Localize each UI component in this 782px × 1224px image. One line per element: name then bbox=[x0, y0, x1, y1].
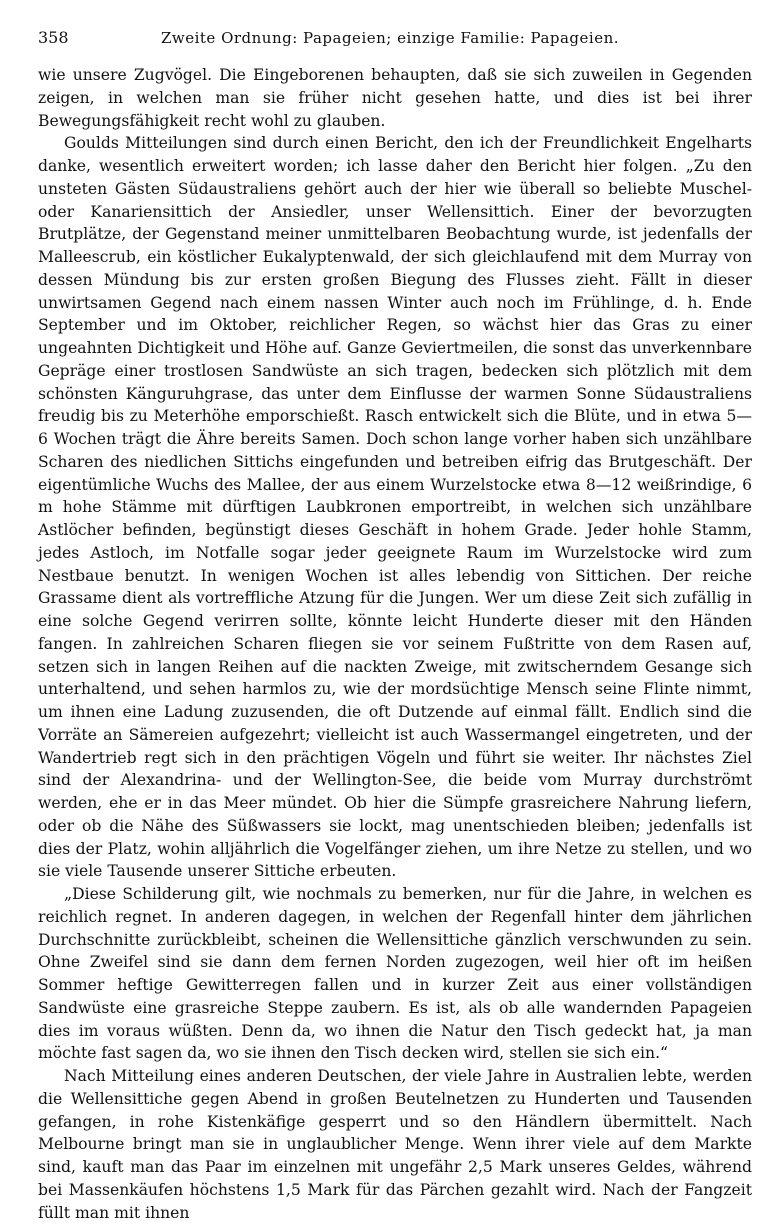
running-header bbox=[38, 28, 752, 64]
paragraph-3: „Diese Schilderung gilt, wie nochmals zu bemerken, nur für die Jahre, in welchen es reichlich regnet. In anderen dagegen, in welchen der Regenfall hinter dem jährlichen Durchschnitte zurückbleibt, scheinen die Wellensittiche gänzlich verschwunden zu sein. Ohne Zweifel sind sie dann dem fernen Norden zugezogen, weil hier oft im heißen Sommer heftige Gewitterregen fallen und in kurzer Zeit aus einer vollständigen Sandwüste eine grasreiche Steppe zaubern. Es ist, als ob alle wandernden Papageien dies im voraus wüßten. Denn da, wo ihnen die Natur den Tisch gedeckt hat, ja man möchte fast sagen da, wo sie ihnen den Tisch decken wird, stellen sie sich ein.“ bbox=[38, 885, 752, 1063]
page-number: 358 bbox=[38, 28, 69, 47]
paragraph-4: Nach Mitteilung eines anderen Deutschen, der viele Jahre in Australien lebte, werden die Wellensittiche gegen Abend in großen Beutelnetzen zu Hunderten und Tausenden gefangen, in rohe Kistenkäfige gesperrt und so den Händlern übermittelt. Nach Melbourne bringt man sie in unglaublicher Menge. Wenn ihrer viele auf dem Markte sind, kauft man das Paar im einzelnen mit ungefähr 2,5 Mark unseres Geldes, während bei Massenkäufen höchstens 1,5 Mark für das Pärchen gezahlt wird. Nach der Fangzeit füllt man mit ihnen bbox=[38, 1067, 752, 1222]
book-page bbox=[38, 28, 752, 1224]
running-title: Zweite Ordnung: Papageien; einzige Familie: Papageien. bbox=[160, 29, 620, 47]
body-text bbox=[38, 64, 752, 1224]
paragraph-2: Goulds Mitteilungen sind durch einen Bericht, den ich der Freundlichkeit Engelharts danke, wesentlich erweitert worden; ich lasse daher den Bericht hier folgen. „Zu den unsteten Gästen Südaustraliens gehört auch der hier wie überall so beliebte Muschel- oder Kanariensittich der Ansiedler, unser Wellensittich. Einer der bevorzugten Brutplätze, der Gegenstand meiner unmittelbaren Beobachtung wurde, ist jedenfalls der Malleescrub, ein köstlicher Eukalyptenwald, der sich gleichlaufend mit dem Murray von dessen Mündung bis zur ersten großen Biegung des Flusses zieht. Fällt in dieser unwirtsamen Gegend nach einem nassen Winter auch noch im Frühlinge, d. h. Ende September und im Oktober, reichlicher Regen, so wächst hier das Gras zu einer ungeahnten Dichtigkeit und Höhe auf. Ganze Geviertmeilen, die sonst das unverkennbare Gepräge einer trostlosen Sandwüste an sich tragen, bedecken sich plötzlich mit dem schönsten Känguruhgrase, das unter dem Einflusse der warmen Sonne Südaustraliens freudig bis zu Meterhöhe emporschießt. Rasch entwickelt sich die Blüte, und in etwa 5—6 Wochen trägt die Ähre bereits Samen. Doch schon lange vorher haben sich unzählbare Scharen des niedlichen Sittichs eingefunden und betreiben eifrig das Brutgeschäft. Der eigentümliche Wuchs des Mallee, der aus einem Wurzelstocke etwa 8—12 weißrindige, 6 m hohe Stämme mit dürftigen Laubkronen emportreibt, in welchen sich unzählbare Astlöcher befinden, begünstigt dieses Geschäft in hohem Grade. Jeder hohle Stamm, jedes Astloch, im Notfalle sogar jeder geeignete Raum im Wurzelstocke wird zum Nestbaue benutzt. In wenigen Wochen ist alles lebendig von Sittichen. Der reiche Grassame dient als vortreffliche Atzung für die Jungen. Wer um diese Zeit sich zufällig in eine solche Gegend verirren sollte, könnte leicht Hunderte dieser mit den Händen fangen. In zahlreichen Scharen fliegen sie vor seinem Fußtritte von dem Rasen auf, setzen sich in langen Reihen auf die nackten Zweige, mit zwitscherndem Gesange sich unterhaltend, und sehen harmlos zu, wie der mordsüchtige Mensch seine Flinte nimmt, um ihnen eine Ladung zuzusenden, die oft Dutzende auf einmal fällt. Endlich sind die Vorräte an Sämereien aufgezehrt; vielleicht ist auch Wassermangel eingetreten, und der Wandertrieb regt sich in den prächtigen Vögeln und führt sie weiter. Ihr nächstes Ziel sind der Alexandrina- und der Wellington-See, die beide vom Murray durchströmt werden, ehe er in das Meer mündet. Ob hier die Sümpfe grasreichere Nahrung liefern, oder ob die Nähe des Süßwassers sie lockt, mag unentschieden bleiben; jedenfalls ist dies der Platz, wohin alljährlich die Vogelfänger ziehen, um ihre Netze zu stellen, und wo sie viele Tausende unserer Sittiche erbeuten. bbox=[38, 134, 752, 881]
paragraph-1: wie unsere Zugvögel. Die Eingeborenen behaupten, daß sie sich zuweilen in Gegenden zeigen, in welchen man sie früher nicht gesehen hatte, und dies ist bei ihrer Bewegungsfähigkeit recht wohl zu glauben. bbox=[38, 66, 752, 130]
